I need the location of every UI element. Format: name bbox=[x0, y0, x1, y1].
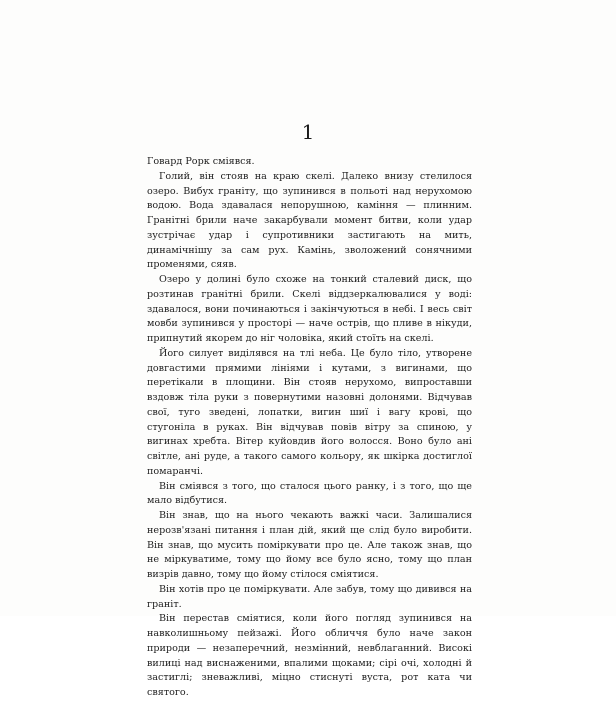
paragraph: Він перестав сміятися, коли його погляд зупинився на навколишньому пейзажі. Його обличчя було наче закон природи — незаперечний, незмінний, невблаганний. Високі вилиці над виснаженими, впалими щоками; сірі очі, холодні й застиглі; зневажливі, міцно стиснуті вуста, рот ката чи святого. bbox=[147, 613, 472, 698]
paragraph: Голий, він стояв на краю скелі. Далеко внизу стелилося озеро. Вибух граніту, що зупинився в польоті над нерухомою водою. Вода здавалася непорушною, каміння — плинним. Гранітні брили наче закарбували момент битви, коли удар зустрічає удар і супротивники застигають на мить, динамічнішу за сам рух. Камінь, зволожений сонячними променями, сяяв. bbox=[147, 170, 472, 271]
paragraph: Він хотів про це поміркувати. Але забув, тому що дивився на граніт. bbox=[147, 583, 472, 610]
chapter-body bbox=[147, 155, 472, 701]
chapter-number: 1 bbox=[301, 120, 315, 144]
paragraph: Він знав, що на нього чекають важкі часи. Залишалися нерозв'язані питання і план дій, який ще слід було виробити. Він знав, що мусить поміркувати про це. Але також знав, що не міркуватиме, тому що йому все було ясно, тому що план визрів давно, тому що йому стілося сміятися. bbox=[147, 510, 472, 580]
paragraph: Озеро у долині було схоже на тонкий сталевий диск, що розтинав гранітні брили. Скелі віддзеркалювалися у воді: здавалося, вони починаються і закінчуються в небі. І весь світ мовби зупинився у просторі — наче острів, що пливе в нікуди, припнутий якорем до ніг чоловіка, який стоїть на скелі. bbox=[147, 274, 472, 344]
paragraph: Він сміявся з того, що сталося цього ранку, і з того, що ще мало відбутися. bbox=[147, 480, 472, 507]
paragraph: Говард Рорк сміявся. bbox=[147, 156, 255, 167]
paragraph: Його силует виділявся на тлі неба. Це було тіло, утворене довгастими прямими лініями і кутами, з вигинами, що перетікали в площини. Він стояв нерухомо, випроставши вздовж тіла руки з повернутими назовні долонями. Відчував свої, туго зведені, лопатки, вигин шиї і вагу крові, що стугоніла в руках. Він відчував повів вітру за спиною, у вигинах хребта. Вітер куйовдив його волосся. Воно було ані світле, ані руде, а такого самого кольору, як шкірка достиглої помаранчі. bbox=[147, 347, 472, 477]
